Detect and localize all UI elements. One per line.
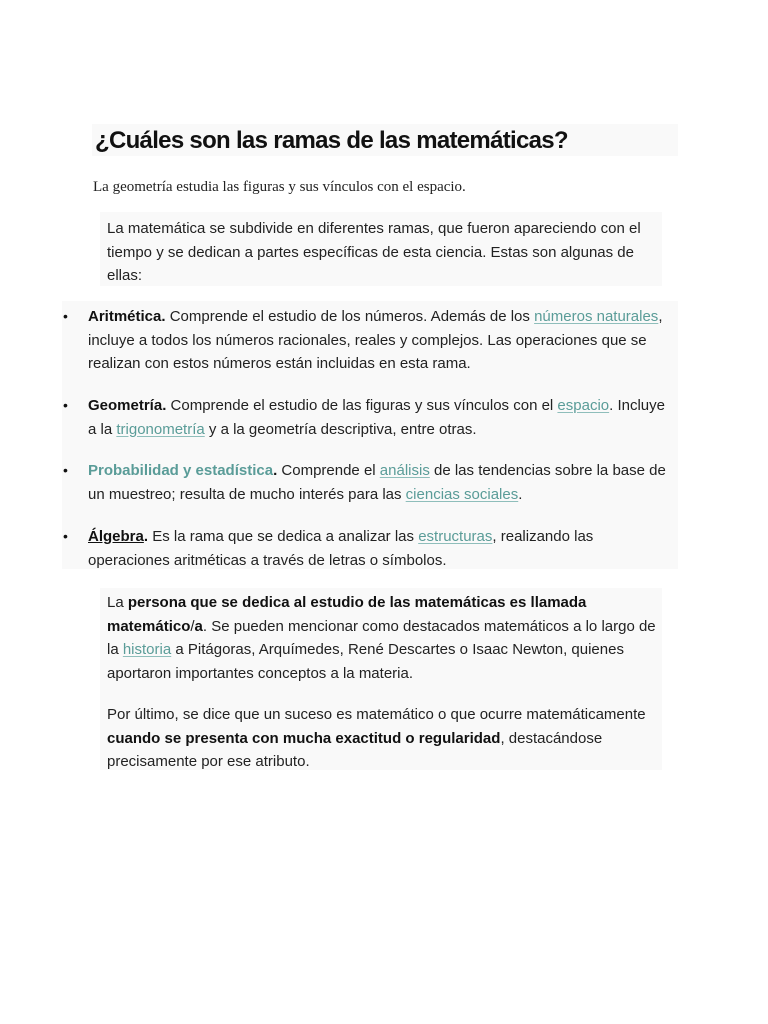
emphasis-text: persona que se dedica al estudio de las matemáticas es llamada matemático <box>107 594 587 635</box>
branch-term: Álgebra <box>88 528 144 545</box>
bullet: • <box>63 308 68 324</box>
link-espacio[interactable]: espacio <box>557 397 610 414</box>
branch-text: Es la rama que se dedica a analizar las <box>148 528 419 545</box>
emphasis-text: cuando se presenta con mucha exactitud o regularidad <box>107 729 501 747</box>
link-estructuras[interactable]: estructuras <box>418 528 493 545</box>
page-title: ¿Cuáles son las ramas de las matemáticas? <box>95 127 568 154</box>
branch-term-period: . <box>273 462 278 479</box>
bullet: • <box>63 528 68 544</box>
branch-text: Comprende el estudio de las figuras y sus vínculos con el <box>166 397 558 414</box>
final-paragraph <box>107 703 659 774</box>
emphasis-text: a <box>194 617 203 635</box>
paragraph-text: Por último, se dice que un suceso es matemático o que ocurre matemáticamente <box>107 706 646 723</box>
link-analisis[interactable]: análisis <box>379 462 430 479</box>
branch-term-period: . <box>143 528 149 545</box>
paragraph-text: . Se pueden mencionar como destacados matemáticos a lo largo de la <box>107 617 656 658</box>
branch-geometria <box>63 394 672 441</box>
link-ciencias-sociales[interactable]: ciencias sociales <box>405 485 519 503</box>
branch-algebra <box>63 525 672 572</box>
branch-aritmetica <box>63 305 672 376</box>
branch-text: Comprende el <box>277 462 380 479</box>
branch-probabilidad-estadistica <box>63 459 672 506</box>
branch-text: , incluye a todos los números racionales, reales y complejos. Las operaciones que se realizan con estos números están incluidas en esta rama. <box>88 308 663 372</box>
branch-text: . <box>518 485 523 503</box>
branch-term: Probabilidad y estadística <box>88 462 274 479</box>
branch-term: Aritmética. <box>88 308 166 325</box>
branch-text: , realizando las operaciones aritméticas a través de letras o símbolos. <box>88 528 594 569</box>
paragraph-text: a Pitágoras, Arquímedes, René Descartes o Isaac Newton, quienes aportaron importantes conceptos a la materia. <box>107 641 624 682</box>
link-historia[interactable]: historia <box>122 641 172 658</box>
paragraph-text: , destacándose precisamente por ese atributo. <box>107 729 603 770</box>
link-trigonometria[interactable]: trigonometría <box>116 420 205 438</box>
bullet: • <box>63 397 68 413</box>
link-numeros-naturales[interactable]: números naturales <box>534 308 659 325</box>
bullet: • <box>63 462 68 478</box>
paragraph-text: La <box>107 594 128 611</box>
branch-term: Geometría. <box>88 397 167 414</box>
branch-text: Comprende el estudio de los números. Además de los <box>165 308 535 325</box>
mathematician-paragraph <box>107 591 659 685</box>
branch-text: de las tendencias sobre la base de un muestreo; resulta de mucho interés para las <box>88 462 666 503</box>
branch-text: y a la geometría descriptiva, entre otras. <box>204 420 477 438</box>
intro-paragraph: La matemática se subdivide en diferentes ramas, que fueron apareciendo con el tiempo y se dedican a partes específicas de esta ciencia. Estas son algunas de ellas: <box>100 212 662 286</box>
branch-text: . Incluye a la <box>88 397 665 438</box>
paragraph-text: / <box>190 617 195 635</box>
image-caption: La geometría estudia las figuras y sus vínculos con el espacio. <box>93 179 466 195</box>
